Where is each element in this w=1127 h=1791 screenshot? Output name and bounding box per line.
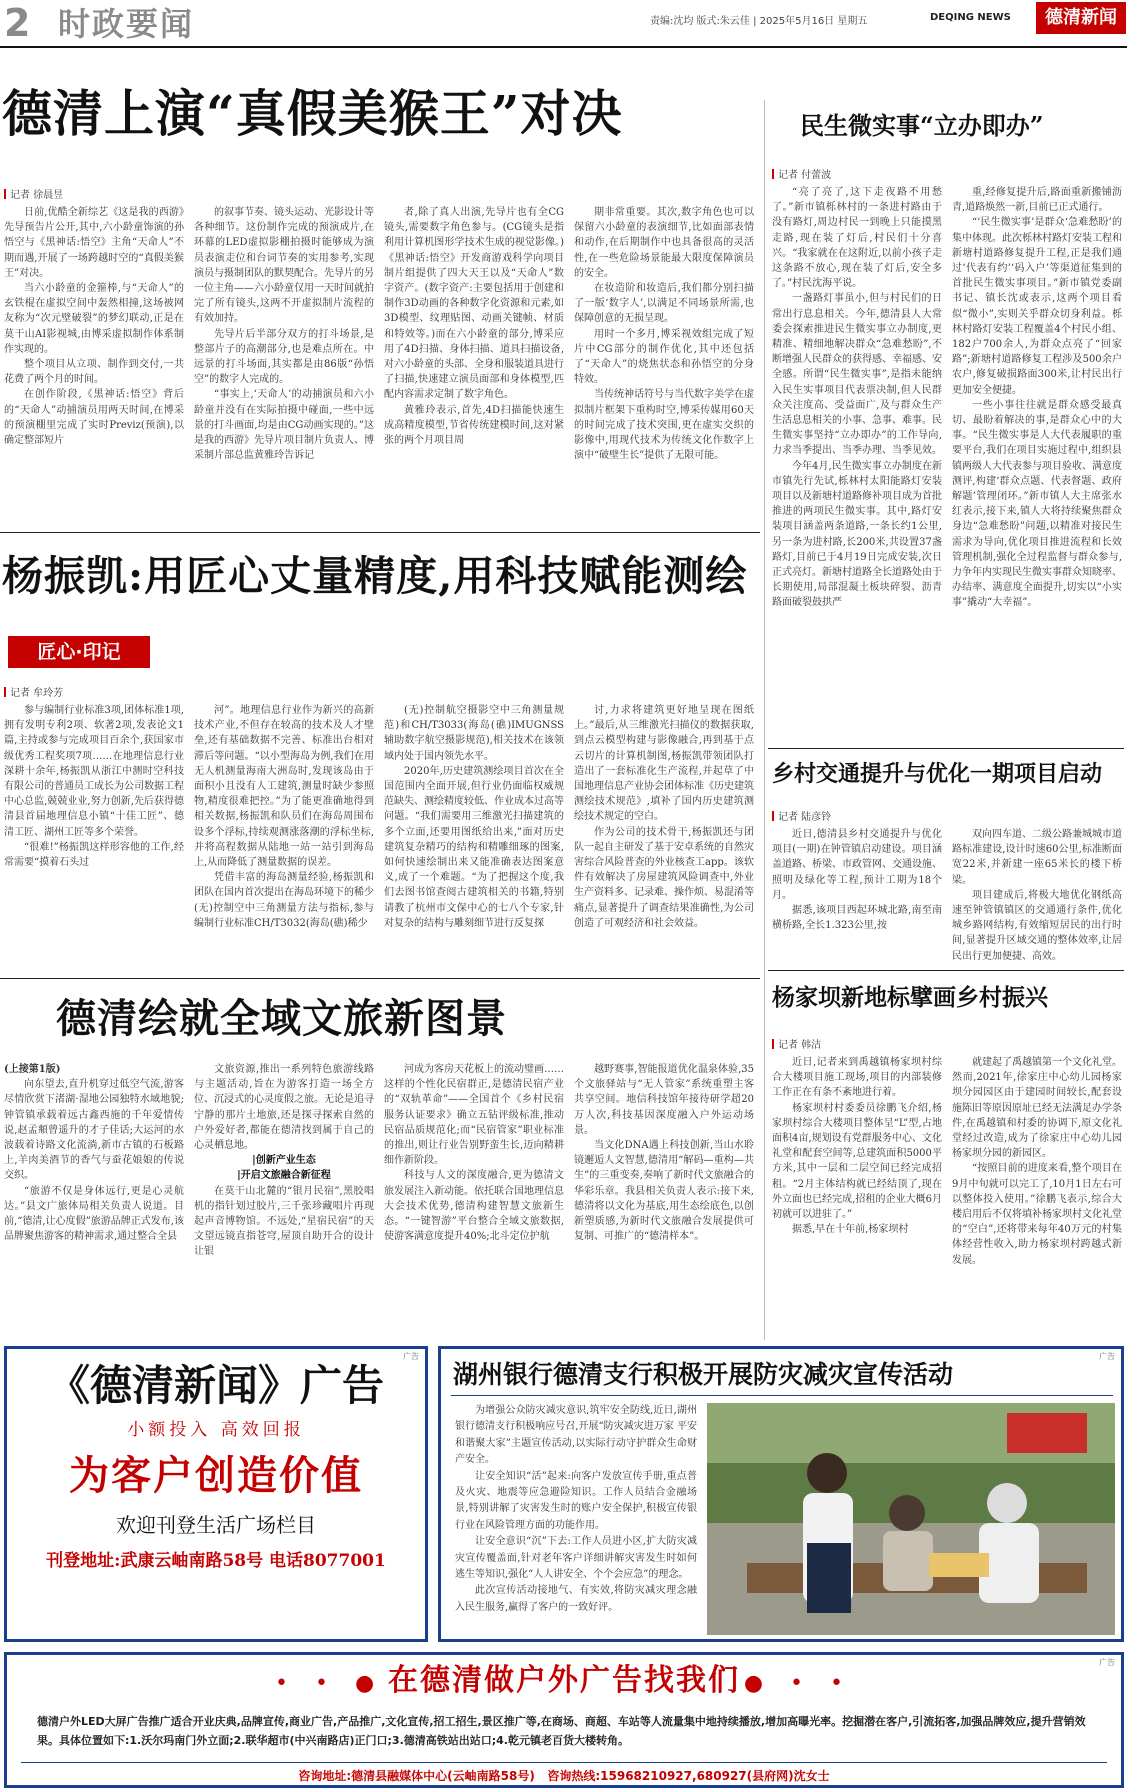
ad-huzhou-bank <box>438 1346 1124 1642</box>
masthead-rule <box>0 46 1127 48</box>
article-tourism <box>4 1062 754 1334</box>
page-number: 2 <box>4 1 31 45</box>
col-4: 越野赛事,智能报道优化温泉体验,35个文旅驿站与“无人管家”系统重塑主客共享空间。地信科技馆年接待研学超20万人次,科技基因深度融入户外运动场景。 当文化DNA遇上科技创新,当山水聆镜邂逅人文智慧,德清用“解码—重构—共生”的三重变奏,奏响了新时代文旅融合的华彩乐章。我县相关负责人表示:接下来,德清将以文化为基底,用生态绘底色,以创新塑质感,为新时代文旅融合发展提供可复制、可推广的“德清样本”。 <box>574 1064 754 1243</box>
english-name: DEQING NEWS <box>930 12 1011 23</box>
col-2: 的叙事节奏、镜头运动、光影设计等各种细节。这份制作完成的预演成片,在环幕的LED虚拟影棚拍摄时能够成为演员表演走位和台词节奏的实用参考,实现演员与摄制团队的默契配合。先导片的另一位主角——六小龄童仅用一天时间就拍完了所有镜头,这两不开虚拟制片流程的有效加持。 先导片后半部分双方的打斗场景,是整部片子的高潮部分,也是难点所在。中远景的打斗场面,其实都是由86版“孙悟空”的数字人完成的。 “事实上,‘天命人’的动捕演员和六小龄童并没有在实际拍摄中碰面,一些中远景的打斗画面,均是由CG动画实现的。”这是我的西游》先导片项目制片负责人、博采制片部总监黄雅玲告诉记 <box>194 207 374 462</box>
column-divider <box>764 100 765 1340</box>
col-4: 讨,力求将建筑更好地呈现在图纸上。”最后,从三维激光扫描仪的数据获取,到点云模型构建与影像融合,再到基于点云切片的计算机制图,杨振凯带领团队打造出了一套标准化生产流程,并起草了中国地理信息产业协会团体标准《历史建筑测绘技术规范》,填补了国内历史建筑测绘技术规定的空白。 作为公司的技术骨干,杨振凯还与团队一起自主研发了基于安卓系统的自然灾害综合风险普查的外业核查工app。该软件有效解决了房屋建筑风险调查中,外业生产资料多、记录难、操作烦、易混淆等痛点,显著提升了调查结果准确性,为公司创造了可观经济和社会效益。 <box>574 705 754 929</box>
ad-slogan: 为客户创造价值 <box>69 1452 363 1499</box>
col-2: 双向四车道、二级公路兼城城市道路标准建设,设计时速60公里,标准断面宽22米,并新建一座65米长的楼下桥梁。 项目建成后,将极大地优化钢纸高速至钟管镇镇区的交通通行条件,优化城乡路网结构,有效缩短居民的出行时间,显著提升区域交通的整体效率,让居民出行更加便捷、高效。 <box>952 829 1122 962</box>
ad-body: 为增强公众防灾减灾意识,筑牢安全防线,近日,湖州银行德清支行积极响应号召,开展“防灾减灾进万家 平安和谐聚大家”主题宣传活动,以实际行动守护群众生命财产安全。 让安全知识“活”起来:向客户发放宣传手册,重点普及火灾、地震等应急避险知识。工作人员结合金融场景,特别讲解了灾害发生时的账户安全保护,积极宣传银行业在风险管理方面的功能作用。 让安全意识“沉”下去:工作人员进小区,扩大防灾减灾宣传覆盖面,针对老年客户详细讲解灾害发生时如何逃生等知识,强化“人人讲安全、个个会应急”的理念。 此次宣传活动接地气、有实效,将防灾减灾理念融入民生服务,赢得了客户的一致好评。 <box>455 1405 697 1613</box>
col-1: (上接第1版) 向东望去,直升机穿过低空气流,游客尽情欣赏下渚湖·湿地公园独特水域地貌;钟管镇承载着远古鑫西施的千年爱情传说,赵孟頫曾遥升的才子佳话;大运河的水波载着诗路文化流淌,新市古镇的石板路上,羊肉美酒节的香气与蚕花娘娘的传说交织。 “旅游不仅是身体远行,更是心灵航达。”县文广旅体局相关负责人说道。目前,“德清,让心度假”旅游品牌正式发布,该品牌聚焦游客的精神需求,通过整合全县 <box>4 1064 184 1243</box>
ad-body: 德清户外LED大屏广告推广适合开业庆典,品牌宣传,商业广告,产品推广,文化宣传,招工招生,景区推广等,在商场、商超、车站等人流量集中地持续播放,增加高曝光率。挖掘潜在客户,引流拓客,加强品牌效应,提升营销效果。具体位置如下:1.沃尔玛南门外立面;2.联华超市(中兴南路店)正门口;3.德清高铁站出站口;4.乾元镇老百货大楼转角。 <box>37 1715 1086 1747</box>
ad-title: 湖州银行德清支行积极开展防灾减灾宣传活动 <box>453 1360 954 1389</box>
col-1: 日前,优酷全新综艺《这是我的西游》先导预告片公开,其中,六小龄童饰演的孙悟空与《黑神话:悟空》主角“天命人”不期而遇,开展了一场跨越时空的“真假美猴王”对决。 当六小龄童的金箍棒,与“天命人”的玄铁棍在虚拟空间中轰然相撞,这场被网友称为“次元壁破裂”的梦幻联动,正是在莫干山AI影视城,由博采虚拟制作体系制作实现的。 整个项目从立项、制作到交付,一共花费了两个月的时间。 在创作阶段,《黑神话:悟空》背后的“天命人”动捕演员用两天时间,在博采的预演棚里完成了实时Previz(预演),以确定整部短片 <box>4 207 184 447</box>
article-monkey-king <box>4 186 754 526</box>
event-photo <box>707 1403 1115 1635</box>
ad-invite: 欢迎刊登生活广场栏目 <box>116 1513 316 1537</box>
col-1: 参与编制行业标准3项,团体标准1项,拥有发明专利2项、软著2项,发表论文1篇,主持或参与完成项目百余个,获国家市级优秀工程奖项7项……在地理信息行业深耕十余年,杨振凯从浙江中测时空科技有限公司的普通员工成长为公司数据工程中心总监,兢兢业业,努力创新,先后获得德清县首届地理信息小镇“十佳工匠”、德清工匠、湖州工匠等多个荣誉。 “很难!”杨振凯这样形容他的工作,经常需要“摸着石头过 <box>4 705 184 869</box>
ad-tag: 广告 <box>1099 1658 1115 1667</box>
craftsman-badge <box>8 636 150 668</box>
col-4: 期非常重要。其次,数字角色也可以保留六小龄童的表演细节,比如面部表情和动作,在后期制作中也具备很高的灵活性,在一些危险场景能最大限度保障演员的安全。 在妆造阶和妆造后,我们都分别扫描了一版‘数字人’,以满足不同场景所需,也保障创意的无损呈现。 用时一个多月,博采视效组完成了短片中CG部分的制作优化,其中还包括了“天命人”的烧焦状态和孙悟空的分身特效。 当传统神话符号与当代数字美学在虚拟制片框架下重构时空,博采传媒用60天的时间完成了技术突围,更在虚实交织的影像中,用现代技术为传统文化作数字上演中“破壁生长”提供了无限可能。 <box>574 207 754 462</box>
article-body <box>772 1055 1122 1335</box>
divider <box>768 970 1124 971</box>
col-2: 文旅资源,推出一系列特色旅游线路与主题活动,旨在为游客打造一场全方位、沉浸式的心灵度假之旅。无论是追寻宁静的那片土地旅,还是探寻探索自然的户外爱好者,都能在德清找到属于自己的心灵栖息地。 |创新产业生态 |开启文旅融合新征程 在莫干山北麓的“银月民宿”,黑胶唱机的指针划过胶片,三千张珍藏唱片再现起声音博物馆。不远处,“星宿民宿”的天文望远镜直指苍穹,屋顶自助开合的设计让银 <box>194 1064 374 1258</box>
badge-text: 匠心·印记 <box>37 641 121 663</box>
article-yangjiaba <box>772 1036 1122 1334</box>
col-3: 者,除了真人出演,先导片也有全CG镜头,需要数字角色参与。(CG镜头是指利用计算机图形学技术生成的视觉影像。)《黑神话:悟空》开发商游戏科学向项目制片组提供了四大天王以及“天命人”数字资产。(数字资产:主要包括用于创建和制作3D动画的各种数字化资源和元素,如3D模型、纹理贴图、动画关键帧、材质和特效等。)而在六小龄童的部分,博采应用了4D扫描、身体扫描、道具扫描设备,对六小龄童的头部、全身和服装道具进行了扫描,快速建立演员面部和身体模型,匹配内容需求定制了数字角色。 黄雅玲表示,首先,4D扫描能快速生成高精度模型,节省传统建模时间,这对紧张的两个月项目周 <box>384 207 564 447</box>
ad-contact: 咨询地址:德清县融媒体中心(云岫南路58号) 咨询热线:15968210927,680927(县府网)沈女士 <box>298 1769 830 1783</box>
divider <box>0 978 760 979</box>
article-title-transport: 乡村交通提升与优化一期项目启动 <box>772 761 1103 787</box>
article-body <box>772 827 1122 967</box>
section-title: 时政要闻 <box>58 5 195 43</box>
title-rule <box>451 1395 1113 1396</box>
article-body <box>4 1062 754 1334</box>
event-photo-graphic <box>707 1403 1115 1635</box>
divider <box>768 748 1124 749</box>
col-2: 河”。地理信息行业作为新兴的高新技术产业,不但存在较高的技术及人才壁垒,还有基础数据不完善、标准出台相对滞后等问题。“以小型海岛为例,我们在用无人机测量海南大洲岛时,发现该岛由于面积小且没有人工建筑,测量时缺少参照物,精度很难把控。”为了能更准确地得到相关数据,杨振凯和队员们在海岛周围布设多个浮标,持续观测涨落潮的浮标坐标,并将高程数据从陆地一站一站引到海岛上,从而降低了测量数据的误差。 凭借丰富的海岛测量经验,杨振凯和团队在国内首次提出在海岛环境下的稀少(无)控制空中三角测量方法与指标,参与编制行业标准CH/T3032(海岛(礁)稀少 <box>194 705 374 929</box>
ad-subtitle: 小额投入 高效回报 <box>127 1420 305 1440</box>
col-2: 就建起了禹越镇第一个文化礼堂。然而,2021年,徐家庄中心幼儿园杨家坝分园园区由于建园时间较长,配套设施陈旧等原因原址已经无法满足办学条件,在禹越镇和村委的协调下,原文化礼堂经过改造,成为了徐家庄中心幼儿园杨家坝分园的新园区。 “按照目前的进度来看,整个项目在9月中旬就可以完工了,10月1日左右可以整体投入使用。”徐鹏飞表示,综合大楼启用后不仅将填补杨家坝村文化礼堂的“空白”,还将带来每年40万元的村集体经营性收入,助力杨家坝村跨越式新发展。 <box>952 1057 1122 1266</box>
newspaper-logo <box>1036 2 1126 34</box>
article-title-yang-zhenkai: 杨振凯:用匠心丈量精度,用科技赋能测绘 <box>2 552 748 600</box>
dot-icon: ● • • <box>743 1671 853 1696</box>
article-yang-zhenkai <box>4 684 754 974</box>
col-1: “亮了亮了,这下走夜路不用愁了。”新市镇栎林村的一条进村路由于没有路灯,周边村民一到晚上只能摸黑走路,现在装了灯后,村民们十分喜兴。“我家就在在这附近,以前小孩子走这条路不放心,现在装了灯后,安全多了。”村民沈海平说。 一盏路灯事虽小,但与村民们的日常出行息息相关。今年,德清县人大常委会探索推进民生微实事立办制度,更精准、精细地解决群众“急难愁盼”,不断增强人民群众的获得感、幸福感、安全感。所谓“民生微实事”,是指未能纳入民生实事项目代表票决制,但人民群众关注度高、受益面广,及与群众生产生活息息相关的小事、急事、难事。民生微实事坚持“立办即办”的工作导向,力求当季提出、当季办理、当季见效。 今年4月,民生微实事立办制度在新市镇先行先试,栎林村太阳能路灯安装项目以及新塘村道路修补项目成为首批推进的两项民生微实事。其中,路灯安装项目涵盖两条道路,一条长约1公里,另一条为进村路,长200米,共设置37盏路灯,目前已于4月19日完成安装,次日正式亮灯。新塘村道路全长道路处由于长期使用,局部混凝土板块碎裂、沥青路面破裂鼓拱严 <box>772 187 942 609</box>
byline: 记者 徐晨昱 <box>4 186 754 201</box>
article-title-tourism: 德清绘就全域文旅新图景 <box>56 995 507 1042</box>
byline: 记者 付蕾波 <box>772 166 1122 181</box>
article-title-monkey-king: 德清上演“真假美猴王”对决 <box>2 84 623 143</box>
ad-title: 《德清新闻》广告 <box>47 1361 384 1410</box>
article-title-livelihood: 民生微实事“立办即办” <box>800 111 1044 140</box>
ad-tag: 广告 <box>1099 1352 1115 1361</box>
article-body <box>4 205 754 525</box>
col-3: 河成为客房天花板上的流动璧画……这样的个性化民宿群正,是德清民宿产业的“双轨革命”——全国首个《乡村民宿服务认证要求》确立五钻评级标准,推动民宿品质规范化;而“民宿管家”职业标准的推出,则让行业告别野蛮生长,迈向精耕细作新阶段。 科技与人文的深度融合,更为德清文旅发展注入新动能。依托联合国地理信息大会技术优势,德清构建智慧文旅新生态。“一键智游”平台整合全域文旅数据,使游客满意度提升40%;北斗定位护航 <box>384 1064 564 1243</box>
dot-icon: • • ● <box>275 1671 385 1696</box>
byline: 记者 韩洁 <box>772 1036 1122 1051</box>
col-1: 近日,记者来到禹越镇杨家坝村综合大楼项目施工现场,项目的内部装修工作正在有条不紊地进行着。 杨家坝村村委委员徐鹏飞介绍,杨家坝村综合大楼项目整体呈“L”型,占地面积4亩,规划设有党群服务中心、文化礼堂和配套空间等,总建筑面积5000平方米,其中一层和二层空间已经完成招租。“2月主体结构就已经结顶了,现在外立面也已经完成,招租的企业大概6月初就可以进驻了。” 据悉,早在十年前,杨家坝村 <box>772 1057 942 1236</box>
ad-deqing-news <box>4 1346 428 1642</box>
col-2: 重,经修复提升后,路面重新搬铺沥青,道路焕然一新,目前已正式通行。 “‘民生微实事’是群众‘急难愁盼’的集中体现。此次栎林村路灯安装工程和新塘村道路修复提升工程,正是我们通过‘代表有约’‘码入户’等渠道征集到的首批民生微实事项目。”新市镇党委副书记、镇长沈或表示,这两个项目看似“微小”,实则关乎群众切身利益。栎林村路灯安装工程覆盖4个村民小组、182户700余人,为群众点亮了“回家路”;新塘村道路修复工程涉及500余户农户,修复破损路面300米,让村民出行更加安全便捷。 一些小事往往就是群众感受最真切、最盼着解决的事,是群众心中的大事。“民生微实事是人大代表履职的重要平台,我们在项目实施过程中,组织县镇两级人大代表参与项目验收、满意度测评,构建‘群众点题、代表督题、政府解题’管理闭环。”新市镇人大主席张水红表示,接下来,镇人大将持续聚焦群众身边“急难愁盼”问题,以精准对接民生需求为导向,优化项目推进流程和长效管理机制,强化全过程监督与群众参与,力争年内实现民生微实事群众知晓率、办结率、满意度全面提升,切实以“小实事”撬动“大幸福”。 <box>952 187 1122 609</box>
divider <box>0 532 760 533</box>
col-1: 近日,德清县乡村交通提升与优化项目(一期)在钟管镇启动建设。项目涵盖道路、桥梁、市政管网、交通设施、照明及绿化等工程,预计工期为18个月。 据悉,该项目西起环城北路,南至南横桥路,全长1.323公里,按 <box>772 829 942 932</box>
article-transport <box>772 808 1122 966</box>
ad-outdoor <box>4 1652 1124 1788</box>
masthead <box>0 0 1127 50</box>
logo-text: 德清新闻 <box>1045 7 1117 28</box>
article-title-yangjiaba: 杨家坝新地标擘画乡村振兴 <box>772 984 1048 1011</box>
ad-title-row <box>7 1655 1121 1708</box>
ad-address: 刊登地址:武康云岫南路58号 电话8077001 <box>46 1551 386 1571</box>
article-livelihood <box>772 166 1122 744</box>
col-3: (无)控制航空摄影空中三角测量规范)和CH/T3033(海岛(礁)IMUGNSS辅助数字航空摄影规范),相关技术在该领域内处于国内领先水平。 2020年,历史建筑测绘项目首次在全国范围内全面开展,但行业仍面临权威规范缺失、测绘精度较低、作业成本过高等问题。“我们需要用三维激光扫描建筑的多个立面,还要用图纸给出来,”面对历史建筑复杂精巧的结构和精雕细琢的图案,如何快速绘制出来又能准确表达图案意义,成了一个难题。“为了把握这个度,我们去图书馆查阅古建筑相关的书籍,特别请教了杭州市文保中心的七八个专家,针对复杂的结构与雕刻细节进行反复探 <box>384 705 564 929</box>
contact-bar <box>21 1762 1107 1784</box>
article-body <box>4 703 754 973</box>
byline: 记者 陆彦铃 <box>772 808 1122 823</box>
ad-title: 在德清做户外广告找我们 <box>388 1663 740 1698</box>
byline: 记者 牟玲芳 <box>4 684 754 699</box>
edition-info: 责编:沈均 版式:朱云佳 | 2025年5月16日 星期五 <box>650 16 868 27</box>
ad-tag: 广告 <box>403 1352 419 1361</box>
article-body <box>772 185 1122 745</box>
